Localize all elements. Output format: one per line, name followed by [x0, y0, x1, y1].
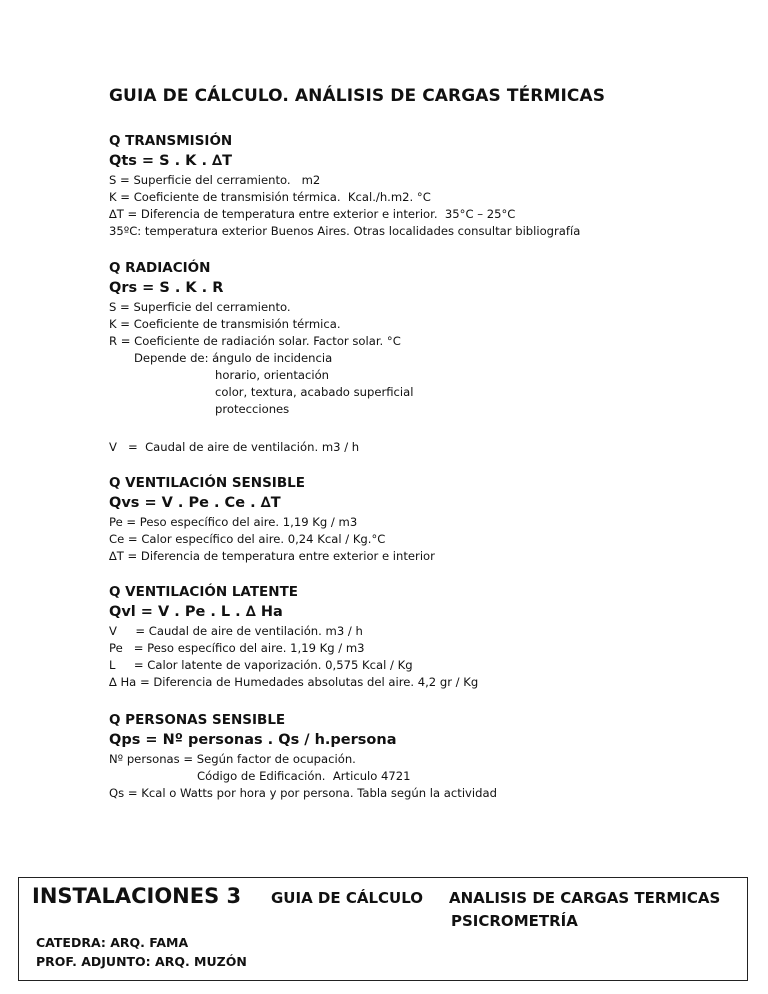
caudal-line [109, 439, 729, 456]
definition-line: Pe = Peso específico del aire. 1,19 Kg / m3 [109, 641, 365, 655]
section-heading: Q VENTILACIÓN SENSIBLE [109, 475, 305, 491]
section-formula: Qps = Nº personas . Qs / h.persona [109, 732, 397, 748]
section-ventilacion-latente [109, 582, 729, 691]
definition-line: S = Superficie del cerramiento. m2 [109, 173, 321, 187]
section-personas-sensible [109, 710, 729, 802]
section-heading: Q PERSONAS SENSIBLE [109, 712, 286, 728]
definition-line: Depende de: ángulo de incidencia [134, 351, 333, 365]
definition-line: Nº personas = Según factor de ocupación. [109, 752, 356, 766]
definition-line: color, textura, acabado superficial [215, 385, 414, 399]
section-radiacion [109, 258, 729, 418]
section-heading: Q VENTILACIÓN LATENTE [109, 584, 298, 600]
section-ventilacion-sensible [109, 473, 729, 565]
definition-line: Pe = Peso específico del aire. 1,19 Kg / m3 [109, 515, 358, 529]
topic-title: ANALISIS DE CARGAS TERMICAS [449, 889, 721, 907]
definition-line: K = Coeficiente de transmisión térmica. [109, 317, 341, 331]
chair-label: CATEDRA: ARQ. FAMA [36, 935, 189, 950]
section-formula: Qrs = S . K . R [109, 280, 224, 296]
definition-line: ∆T = Diferencia de temperatura entre exterior e interior. 35°C – 25°C [109, 207, 516, 221]
definition-line: R = Coeficiente de radiación solar. Factor solar. °C [109, 334, 401, 348]
definition-line: V = Caudal de aire de ventilación. m3 / h [109, 624, 363, 638]
topic-subtitle: PSICROMETRÍA [451, 912, 578, 930]
section-formula: Qvl = V . Pe . L . ∆ Ha [109, 604, 283, 620]
section-heading: Q RADIACIÓN [109, 260, 211, 276]
professor-label: PROF. ADJUNTO: ARQ. MUZÓN [36, 954, 247, 969]
footer-box [18, 877, 748, 981]
definition-line: ∆T = Diferencia de temperatura entre exterior e interior [109, 549, 435, 563]
section-heading: Q TRANSMISIÓN [109, 133, 233, 149]
definition-line: Ce = Calor específico del aire. 0,24 Kcal / Kg.°C [109, 532, 386, 546]
definition-line: K = Coeficiente de transmisión térmica. Kcal./h.m2. °C [109, 190, 431, 204]
course-name: INSTALACIONES 3 [32, 884, 242, 908]
definition-line: protecciones [215, 402, 290, 416]
definition-line: 35ºC: temperatura exterior Buenos Aires. Otras localidades consultar bibliografía [109, 224, 581, 238]
section-formula: Qvs = V . Pe . Ce . ∆T [109, 495, 281, 511]
section-formula: Qts = S . K . ∆T [109, 153, 233, 169]
section-transmision [109, 131, 729, 240]
definition-line: S = Superficie del cerramiento. [109, 300, 291, 314]
definition-line: Qs = Kcal o Watts por hora y por persona. Tabla según la actividad [109, 786, 497, 800]
definition-line: V = Caudal de aire de ventilación. m3 / h [109, 440, 360, 454]
definition-line: horario, orientación [215, 368, 330, 382]
definition-line: Código de Edificación. Articulo 4721 [197, 769, 411, 783]
definition-line: ∆ Ha = Diferencia de Humedades absolutas del aire. 4,2 gr / Kg [109, 675, 479, 689]
guide-label: GUIA DE CÁLCULO [271, 889, 423, 907]
definition-line: L = Calor latente de vaporización. 0,575 Kcal / Kg [109, 658, 413, 672]
document-title: GUIA DE CÁLCULO. ANÁLISIS DE CARGAS TÉRMICAS [109, 86, 606, 106]
